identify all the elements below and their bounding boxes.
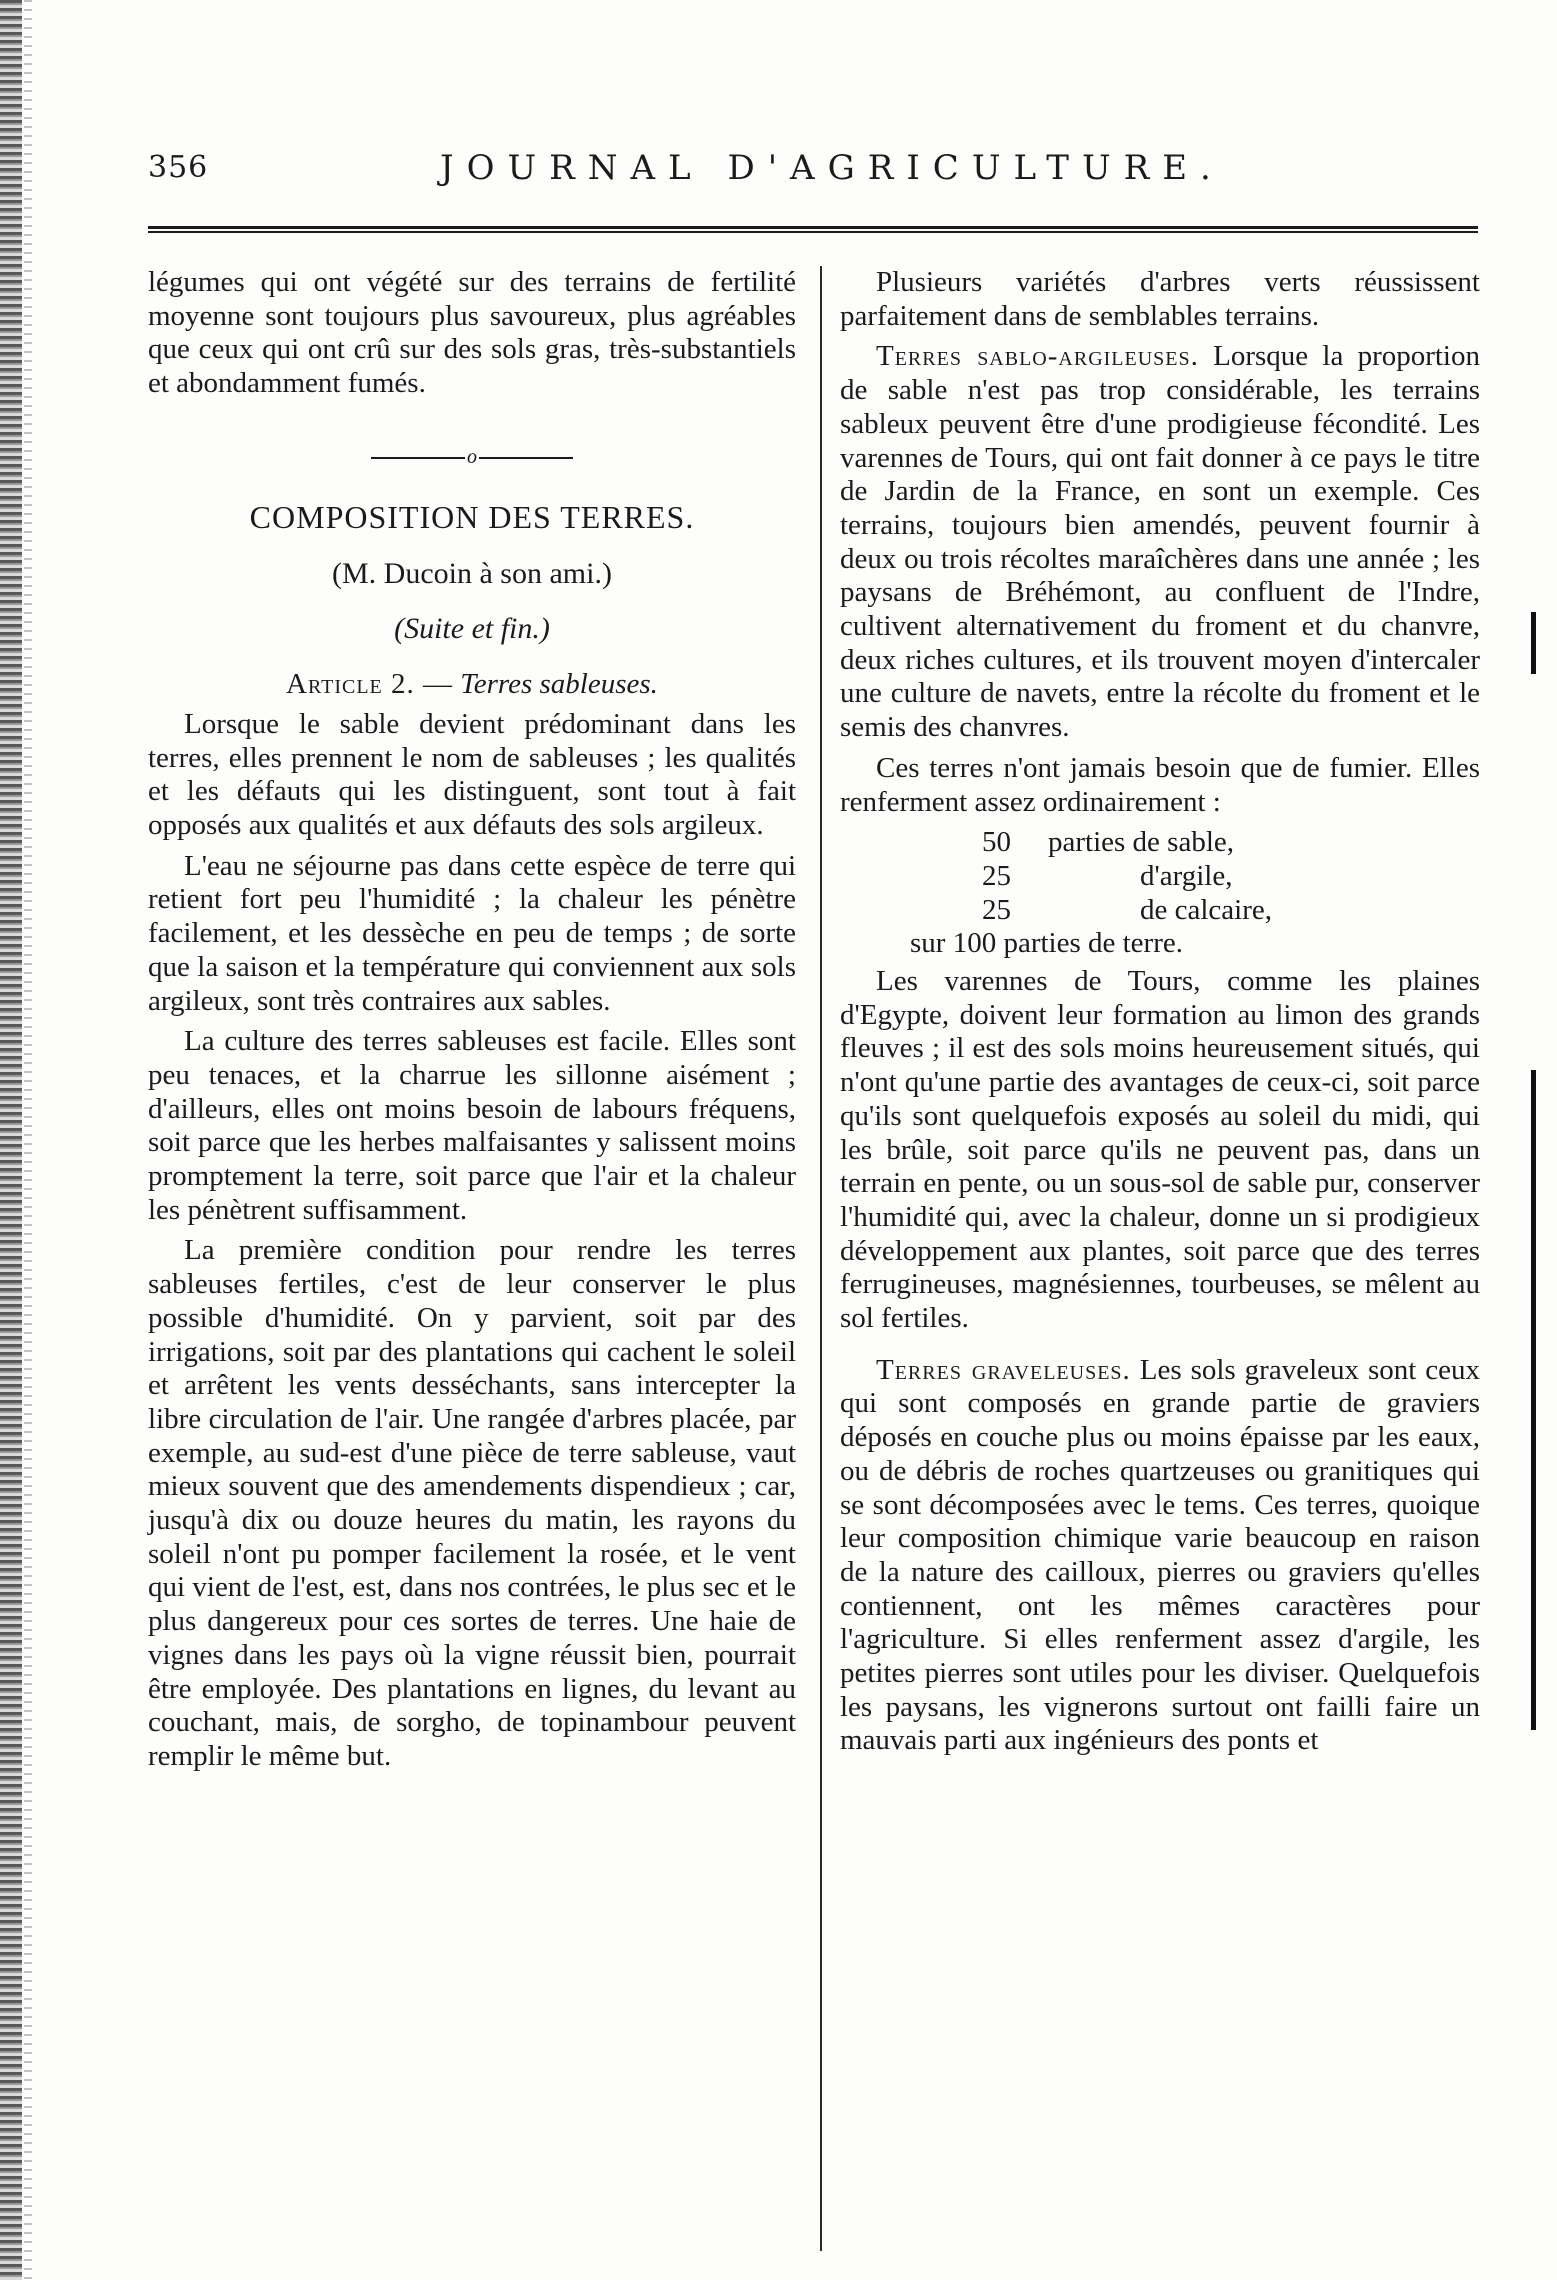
sablo-argileuses-text: Lorsque la proportion de sable n'est pas trop considérable, les terrains sableux peuvent être d'une prodigieuse fécondité. Les varennes de Tours, qui ont fait donner à ce pays le titre de Jardin de la France, en sont un exemple. Ces terrains, toujours bien amendés, peuvent fournir à deux ou trois récoltes maraîchères dans une année ; les paysans de Bréhémont, au confluent de l'Indre, cultivent alternativement du froment et du chanvre, deux riches cultures, et ils trouvent moyen d'intercaler une culture de navets, entre la récolte du froment et le semis des chanvres. [840,340,1480,744]
composition-total-text: sur 100 parties de terre. [910,927,1183,960]
separator-rule-right [479,457,573,459]
section-heading-label: Article 2. — [286,668,454,701]
header-rule [148,226,1478,233]
composition-row [840,860,1480,894]
left-column [148,266,796,1781]
composition-row [840,826,1480,860]
paragraph: Lorsque le sable devient prédominant dans les terres, elles prennent le nom de sableuses ; les qualités et les défauts qui les distinguent, sont tout à fait opposés aux qualités et aux défauts des sols argileux. [148,707,796,841]
composition-quantity: 25 [982,859,1011,892]
paragraph: La culture des terres sableuses est facile. Elles sont peu tenaces, et la charrue les sillonne aisément ; d'ailleurs, elles ont moins besoin de labours fréquens, soit parce que les herbes malfaisantes y salissent moins promptement la terre, soit parce que l'air et la chaleur les pénètrent suffisamment. [148,1025,796,1226]
composition-row [840,894,1480,928]
varennes-paragraph: Les varennes de Tours, comme les plaines d'Egypte, doivent leur formation au limon des grands fleuves ; il est des sols moins heureusement situés, qui n'ont qu'une partie des avantages de ceux-ci, soit parce qu'ils sont quelquefois exposés au soleil du midi, qui les brûle, soit parce qu'ils ne peuvent pas, dans un terrain en pente, ou un sous-sol de sable pur, conserver l'humidité qui, avec la chaleur, donne un si prodigieux développement aux plantes, soit parce que des terres ferrugineuses, magnésiennes, tourbeuses, se mêlent au sol fertiles. [840,965,1480,1335]
sablo-argileuses-heading: Terres sablo-argileuses. [876,340,1199,373]
page-number: 356 [148,150,209,185]
margin-mark [1531,612,1536,674]
separator-glyph: o [467,446,477,469]
composition-component: de calcaire, [1140,893,1273,926]
continued-paragraph: légumes qui ont végété sur des terrains de fertilité moyenne sont toujours plus savoureux, plus agréables que ceux qui ont crû sur des sols gras, très-substantiels et abondamment fumés. [148,266,796,400]
fumier-paragraph: Ces terres n'ont jamais besoin que de fumier. Elles renferment assez ordinairement : [840,751,1480,818]
composition-list [840,826,1480,961]
running-title: JOURNAL D'AGRICULTURE. [440,148,1224,188]
margin-mark [1531,1070,1536,1730]
article-note: (Suite et fin.) [394,612,550,646]
scan-binding-shadow [24,0,32,2280]
right-column [840,266,1480,1765]
graveleuses-text: Les sols graveleux sont ceux qui sont composés en grande partie de graviers déposés en couche plus ou moins épaisse par les eaux, ou de débris de roches quartzeuses ou granitiques qui se sont décomposées avec le tems. Ces terres, quoique leur composition chimique varie beaucoup en raison de la nature des cailloux, pierres ou graviers qu'elles contiennent, ont les mêmes caractères pour l'agriculture. Si elles renferment assez d'argile, les petites pierres sont utiles pour les diviser. Quelquefois les paysans, les vignerons surtout ont failli faire un mauvais parti aux ingénieurs des ponts et [840,1353,1480,1757]
scan-binding-edge [0,0,22,2280]
paragraph: La première condition pour rendre les terres sableuses fertiles, c'est de leur conserver le plus possible d'humidité. On y parvient, soit par des irrigations, soit par des plantations qui cachent le soleil et arrêtent les vents desséchants, sans intercepter la libre circulation de l'air. Une rangée d'arbres placée, par exemple, au sud-est d'une pièce de terre sableuse, vaut mieux souvent que des amendements dispendieux ; car, jusqu'à dix ou douze heures du matin, les rayons du soleil n'ont pu pomper facilement la rosée, et le vent qui vient de l'est, est, dans nos contrées, le plus sec et le plus dangereux pour ces sortes de terres. Une haie de vignes dans les pays où la vigne réussit bien, pourrait être employée. Des plantations en lignes, du levant au couchant, mais, de sorgho, de topinambour peuvent remplir le même but. [148,1234,796,1772]
composition-quantity: 25 [982,893,1011,926]
separator-rule-left [371,457,465,459]
opening-paragraph: Plusieurs variétés d'arbres verts réussissent parfaitement dans de semblables terrains. [840,266,1480,332]
composition-component: parties de sable, [1048,826,1235,859]
section-separator [148,441,796,475]
graveleuses-paragraph [840,1354,1480,1758]
composition-component: d'argile, [1140,859,1233,892]
article-title: COMPOSITION DES TERRES. [249,499,695,536]
article-byline: (M. Ducoin à son ami.) [332,556,612,590]
section-heading [148,668,796,702]
column-divider [820,266,822,2251]
section-heading-title: Terres sableuses. [460,668,658,701]
composition-quantity: 50 [982,826,1011,859]
composition-total [840,927,1480,961]
paragraph: L'eau ne séjourne pas dans cette espèce de terre qui retient fort peu l'humidité ; la chaleur les pénètre facilement, et les dessèche en peu de temps ; de sorte que la saison et la température qui conviennent aux sols argileux, sont très contraires aux sables. [148,849,796,1017]
sablo-argileuses-paragraph [840,340,1480,744]
graveleuses-heading: Terres graveleuses. [876,1353,1131,1386]
